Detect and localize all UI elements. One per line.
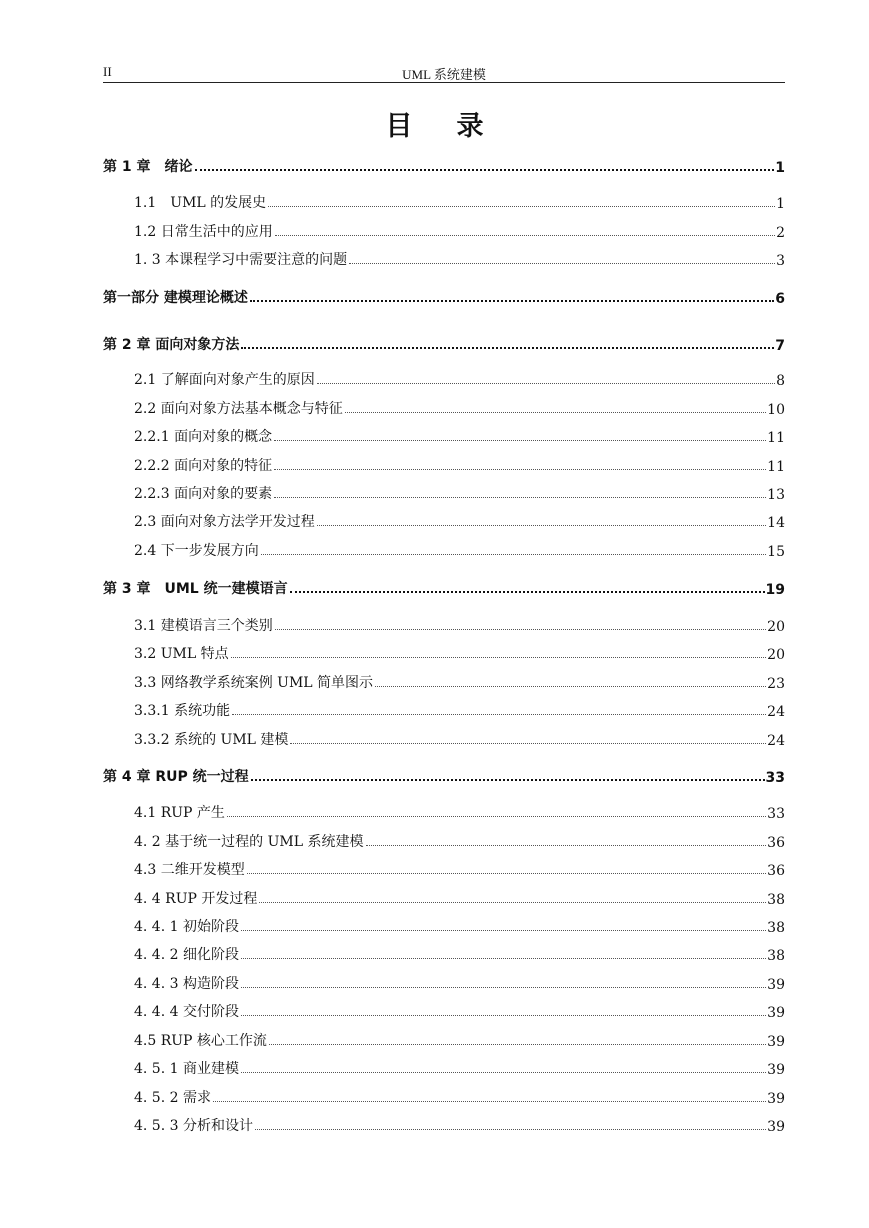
header-page-number: II [103, 64, 112, 79]
dot-leader [261, 553, 766, 555]
toc-entry-page: 23 [767, 676, 785, 692]
toc-entry-page: 39 [767, 1034, 785, 1050]
toc-entry-label: 2.2.2 面向对象的特征 [134, 458, 273, 474]
toc-entry-page: 6 [775, 291, 785, 307]
toc-entry-label: 1.2 日常生活中的应用 [134, 224, 273, 240]
toc-entry-label: 2.2 面向对象方法基本概念与特征 [134, 401, 343, 417]
toc-entry-chapter[interactable] [103, 154, 785, 176]
toc-entry-section[interactable] [134, 1056, 785, 1078]
dot-leader [255, 1128, 766, 1130]
toc-entry-label: 第 3 章 UML 统一建模语言 [103, 581, 288, 597]
dot-leader [241, 1071, 766, 1073]
toc-entry-page: 24 [767, 704, 785, 720]
toc-entry-section[interactable] [134, 727, 785, 749]
toc-entry-page: 8 [776, 373, 785, 389]
toc-entry-page: 33 [767, 806, 785, 822]
toc-entry-label: 2.2.3 面向对象的要素 [134, 486, 273, 502]
toc-entry-page: 39 [767, 1119, 785, 1135]
toc-entry-section[interactable] [134, 538, 785, 560]
dot-leader [231, 656, 767, 658]
toc-entry-section[interactable] [134, 190, 785, 212]
toc-entry-chapter[interactable] [103, 764, 785, 786]
toc-entry-label: 1.1 UML 的发展史 [134, 195, 267, 211]
dot-leader [345, 411, 766, 413]
toc-entry-label: 4. 4. 2 细化阶段 [134, 947, 239, 963]
toc-entry-section[interactable] [134, 1113, 785, 1135]
dot-leader [274, 496, 766, 498]
toc-entry-page: 38 [767, 948, 785, 964]
toc-entry-page: 39 [767, 977, 785, 993]
toc-entry-page: 1 [776, 196, 785, 212]
toc-entry-page: 38 [767, 892, 785, 908]
dot-leader [268, 205, 775, 207]
dot-leader [232, 713, 766, 715]
toc-entry-section[interactable] [134, 424, 785, 446]
toc-entry-page: 10 [767, 402, 785, 418]
toc-entry-label: 4. 4. 3 构造阶段 [134, 976, 239, 992]
toc-entry-section[interactable] [134, 886, 785, 908]
toc-entry-section[interactable] [134, 641, 785, 663]
toc-entry-label: 第 1 章 绪论 [103, 159, 193, 175]
dot-leader [290, 590, 765, 593]
toc-entry-page: 38 [767, 920, 785, 936]
toc-entry-page: 20 [767, 647, 785, 663]
dot-leader [274, 468, 766, 470]
toc-title: 目录 [385, 111, 528, 142]
toc-entry-section[interactable] [134, 829, 785, 851]
toc-entry-label: 4. 2 基于统一过程的 UML 系统建模 [134, 834, 364, 850]
dot-leader [241, 957, 766, 959]
dot-leader [269, 1043, 766, 1045]
toc-entry-chapter[interactable] [103, 332, 785, 354]
toc-entry-section[interactable] [134, 857, 785, 879]
dot-leader [241, 346, 774, 349]
toc-entry-page: 39 [767, 1062, 785, 1078]
toc-entry-page: 19 [765, 582, 785, 598]
dot-leader [195, 168, 775, 171]
toc-entry-chapter[interactable] [103, 285, 785, 307]
dot-leader [227, 815, 766, 817]
toc-entry-section[interactable] [134, 800, 785, 822]
toc-entry-section[interactable] [134, 698, 785, 720]
toc-entry-label: 3.3.1 系统功能 [134, 703, 231, 719]
toc-entry-label: 第 2 章 面向对象方法 [103, 337, 240, 353]
toc-entry-label: 1. 3 本课程学习中需要注意的问题 [134, 252, 348, 268]
dot-leader [241, 929, 766, 931]
toc-entry-page: 11 [767, 430, 785, 446]
toc-entry-section[interactable] [134, 971, 785, 993]
dot-leader [241, 1014, 766, 1016]
dot-leader [259, 901, 766, 903]
dot-leader [251, 778, 765, 781]
dot-leader [375, 685, 766, 687]
toc-entry-section[interactable] [134, 453, 785, 475]
toc-entry-section[interactable] [134, 1085, 785, 1107]
dot-leader [275, 628, 766, 630]
toc-entry-label: 4. 4. 1 初始阶段 [134, 919, 239, 935]
toc-entry-section[interactable] [134, 1028, 785, 1050]
dot-leader [241, 986, 766, 988]
toc-entry-label: 4. 5. 2 需求 [134, 1090, 211, 1106]
toc-entry-page: 11 [767, 459, 785, 475]
dot-leader [290, 742, 766, 744]
toc-entry-label: 4. 4. 4 交付阶段 [134, 1004, 239, 1020]
toc-entry-page: 1 [775, 160, 785, 176]
toc-entry-page: 15 [767, 544, 785, 560]
toc-entry-page: 7 [775, 338, 785, 354]
toc-entry-page: 24 [767, 733, 785, 749]
dot-leader [250, 299, 774, 302]
toc-entry-page: 39 [767, 1005, 785, 1021]
toc-entry-label: 2.3 面向对象方法学开发过程 [134, 514, 315, 530]
toc-entry-section[interactable] [134, 219, 785, 241]
toc-entry-page: 13 [767, 487, 785, 503]
toc-entry-page: 36 [767, 835, 785, 851]
toc-entry-section[interactable] [134, 396, 785, 418]
toc-entry-label: 3.2 UML 特点 [134, 646, 229, 662]
toc-entry-label: 4. 4 RUP 开发过程 [134, 891, 258, 907]
dot-leader [317, 382, 775, 384]
header-running-title: UML 系统建模 [402, 67, 486, 82]
toc-entry-page: 39 [767, 1091, 785, 1107]
toc-entry-label: 4.1 RUP 产生 [134, 805, 225, 821]
toc-entry-section[interactable] [134, 942, 785, 964]
toc-entry-label: 4.3 二维开发模型 [134, 862, 245, 878]
toc-entry-page: 3 [776, 253, 785, 269]
toc-entry-section[interactable] [134, 914, 785, 936]
dot-leader [275, 234, 775, 236]
toc-entry-chapter[interactable] [103, 576, 785, 598]
toc-entry-section[interactable] [134, 367, 785, 389]
dot-leader [274, 439, 766, 441]
page-header [103, 62, 785, 83]
toc-entry-section[interactable] [134, 670, 785, 692]
dot-leader [317, 524, 766, 526]
toc-entry-label: 3.3.2 系统的 UML 建模 [134, 732, 289, 748]
toc-entry-label: 第 4 章 RUP 统一过程 [103, 769, 249, 785]
dot-leader [213, 1100, 766, 1102]
dot-leader [247, 872, 766, 874]
toc-entry-label: 4.5 RUP 核心工作流 [134, 1033, 267, 1049]
toc-entry-page: 33 [765, 770, 785, 786]
toc-entry-page: 20 [767, 619, 785, 635]
toc-entry-page: 2 [776, 225, 785, 241]
toc-entry-label: 4. 5. 3 分析和设计 [134, 1118, 253, 1134]
dot-leader [366, 844, 767, 846]
toc-entry-section[interactable] [134, 509, 785, 531]
toc-entry-label: 2.2.1 面向对象的概念 [134, 429, 273, 445]
toc-entry-label: 2.4 下一步发展方向 [134, 543, 259, 559]
toc-entry-section[interactable] [134, 613, 785, 635]
toc-entry-section[interactable] [134, 481, 785, 503]
toc-entry-label: 3.1 建模语言三个类别 [134, 618, 273, 634]
toc-entry-label: 2.1 了解面向对象产生的原因 [134, 372, 315, 388]
toc-entry-label: 3.3 网络教学系统案例 UML 简单图示 [134, 675, 374, 691]
dot-leader [349, 262, 775, 264]
toc-entry-section[interactable] [134, 247, 785, 269]
toc-entry-page: 36 [767, 863, 785, 879]
toc-entry-label: 4. 5. 1 商业建模 [134, 1061, 239, 1077]
toc-entry-page: 14 [767, 515, 785, 531]
toc-entry-section[interactable] [134, 999, 785, 1021]
toc-entry-label: 第一部分 建模理论概述 [103, 290, 248, 306]
